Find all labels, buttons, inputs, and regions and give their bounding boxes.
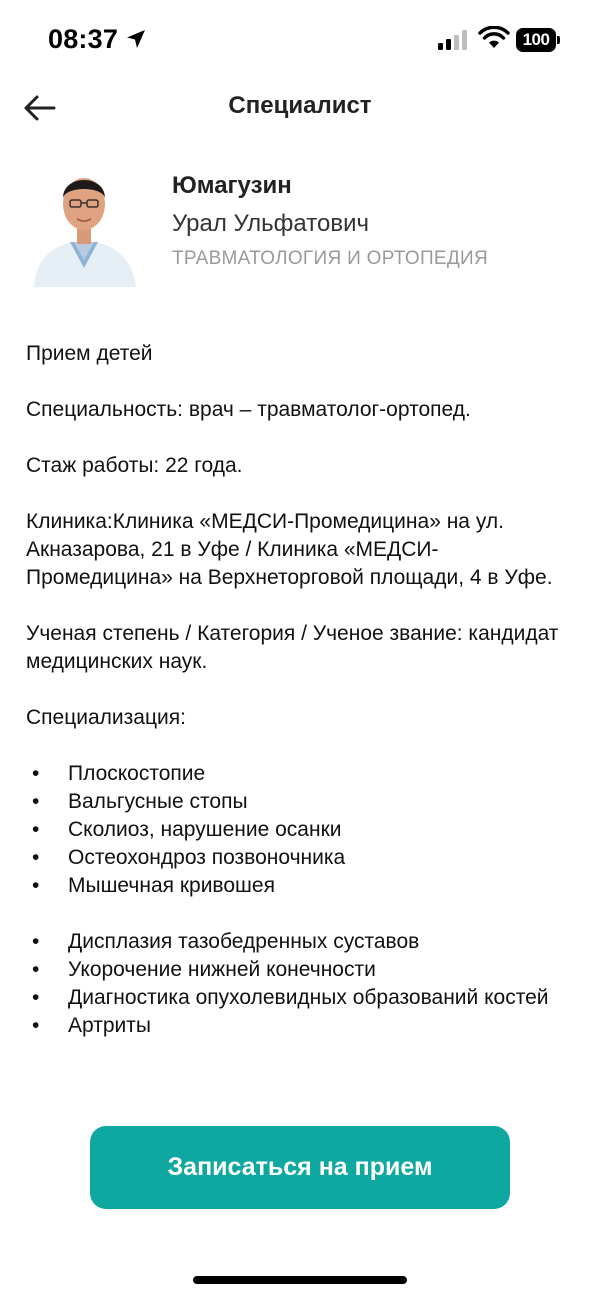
location-arrow-icon	[124, 27, 148, 51]
nav-bar	[0, 80, 600, 136]
doctor-surname: Юмагузин	[172, 172, 292, 199]
page-title: Специалист	[228, 92, 372, 119]
list-item: • Мышечная кривошея	[32, 874, 275, 897]
doctor-specialty: ТРАВМАТОЛОГИЯ И ОРТОПЕДИЯ	[172, 248, 489, 269]
home-indicator	[193, 1276, 407, 1284]
list-item: • Сколиоз, нарушение осанки	[32, 818, 342, 841]
doctor-avatar	[30, 160, 138, 287]
list-item: • Плоскостопие	[32, 762, 206, 785]
list-item: • Дисплазия тазобедренных суставов	[32, 930, 420, 953]
cellular-signal-icon	[438, 30, 470, 50]
doctor-details	[26, 340, 576, 1040]
doctor-name: Урал Ульфатович	[172, 210, 369, 237]
wifi-icon	[478, 26, 510, 50]
doctor-header	[0, 160, 600, 295]
list-item: • Вальгусные стопы	[32, 790, 248, 813]
specialization-list-2	[26, 928, 576, 1040]
battery-icon	[516, 28, 560, 52]
degree-text: Ученая степень / Категория / Ученое звание: кандидат медицинских наук.	[26, 622, 559, 673]
specialization-list-1	[26, 760, 576, 900]
specialization-title: Специализация:	[26, 706, 186, 729]
clinic-text: Клиника:Клиника «МЕДСИ-Промедицина» на ул. Акназарова, 21 в Уфе / Клиника «МЕДСИ-Промедицина» на Верхнеторговой площади, 4 в Уфе.	[26, 510, 553, 589]
list-item: • Остеохондроз позвоночника	[32, 846, 346, 869]
experience-text: Стаж работы: 22 года.	[26, 454, 243, 477]
list-item: • Диагностика опухолевидных образований костей	[32, 986, 549, 1009]
status-time: 08:37	[48, 24, 119, 54]
book-appointment-button[interactable]: Записаться на прием	[90, 1126, 510, 1209]
battery-level: 100	[516, 28, 556, 52]
list-item: • Укорочение нижней конечности	[32, 958, 376, 981]
list-item: • Артриты	[32, 1014, 151, 1037]
status-bar	[0, 0, 600, 80]
children-reception: Прием детей	[26, 342, 153, 365]
speciality-text: Специальность: врач – травматолог-ортопед.	[26, 398, 471, 421]
